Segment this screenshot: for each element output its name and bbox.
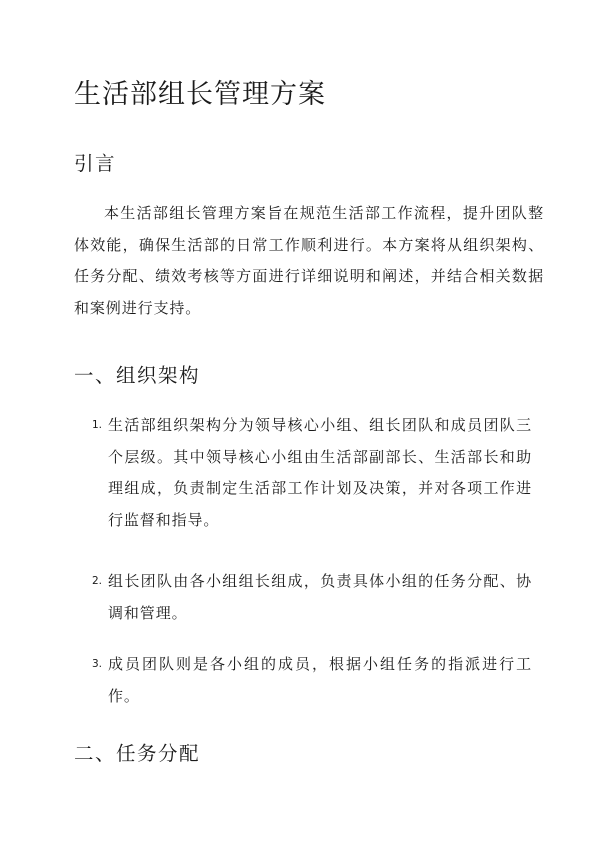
list-item-number: 3. [92,658,103,670]
section-heading-intro: 引言 [74,152,117,175]
list-item [92,410,532,536]
list-item-number: 1. [92,419,103,431]
list-item-text: 成员团队则是各小组的成员，根据小组任务的指派进行工作。 [108,655,532,705]
list-item-text: 组长团队由各小组组长组成，负责具体小组的任务分配、协调和管理。 [108,572,532,622]
section-heading-organization: 一、组织架构 [74,364,201,387]
list-item [92,566,532,629]
list-item-number: 2. [92,575,103,587]
list-item [92,649,532,712]
section-heading-task-allocation: 二、任务分配 [74,742,201,765]
list-item-text: 生活部组织架构分为领导核心小组、组长团队和成员团队三个层级。其中领导核心小组由生活部副部长、生活部长和助理组成，负责制定生活部工作计划及决策，并对各项工作进行监督和指导。 [108,416,532,529]
intro-paragraph: 本生活部组长管理方案旨在规范生活部工作流程，提升团队整体效能，确保生活部的日常工作顺利进行。本方案将从组织架构、任务分配、绩效考核等方面进行详细说明和阐述，并结合相关数据和案例进行支持。 [74,204,544,317]
document-title: 生活部组长管理方案 [74,79,326,110]
